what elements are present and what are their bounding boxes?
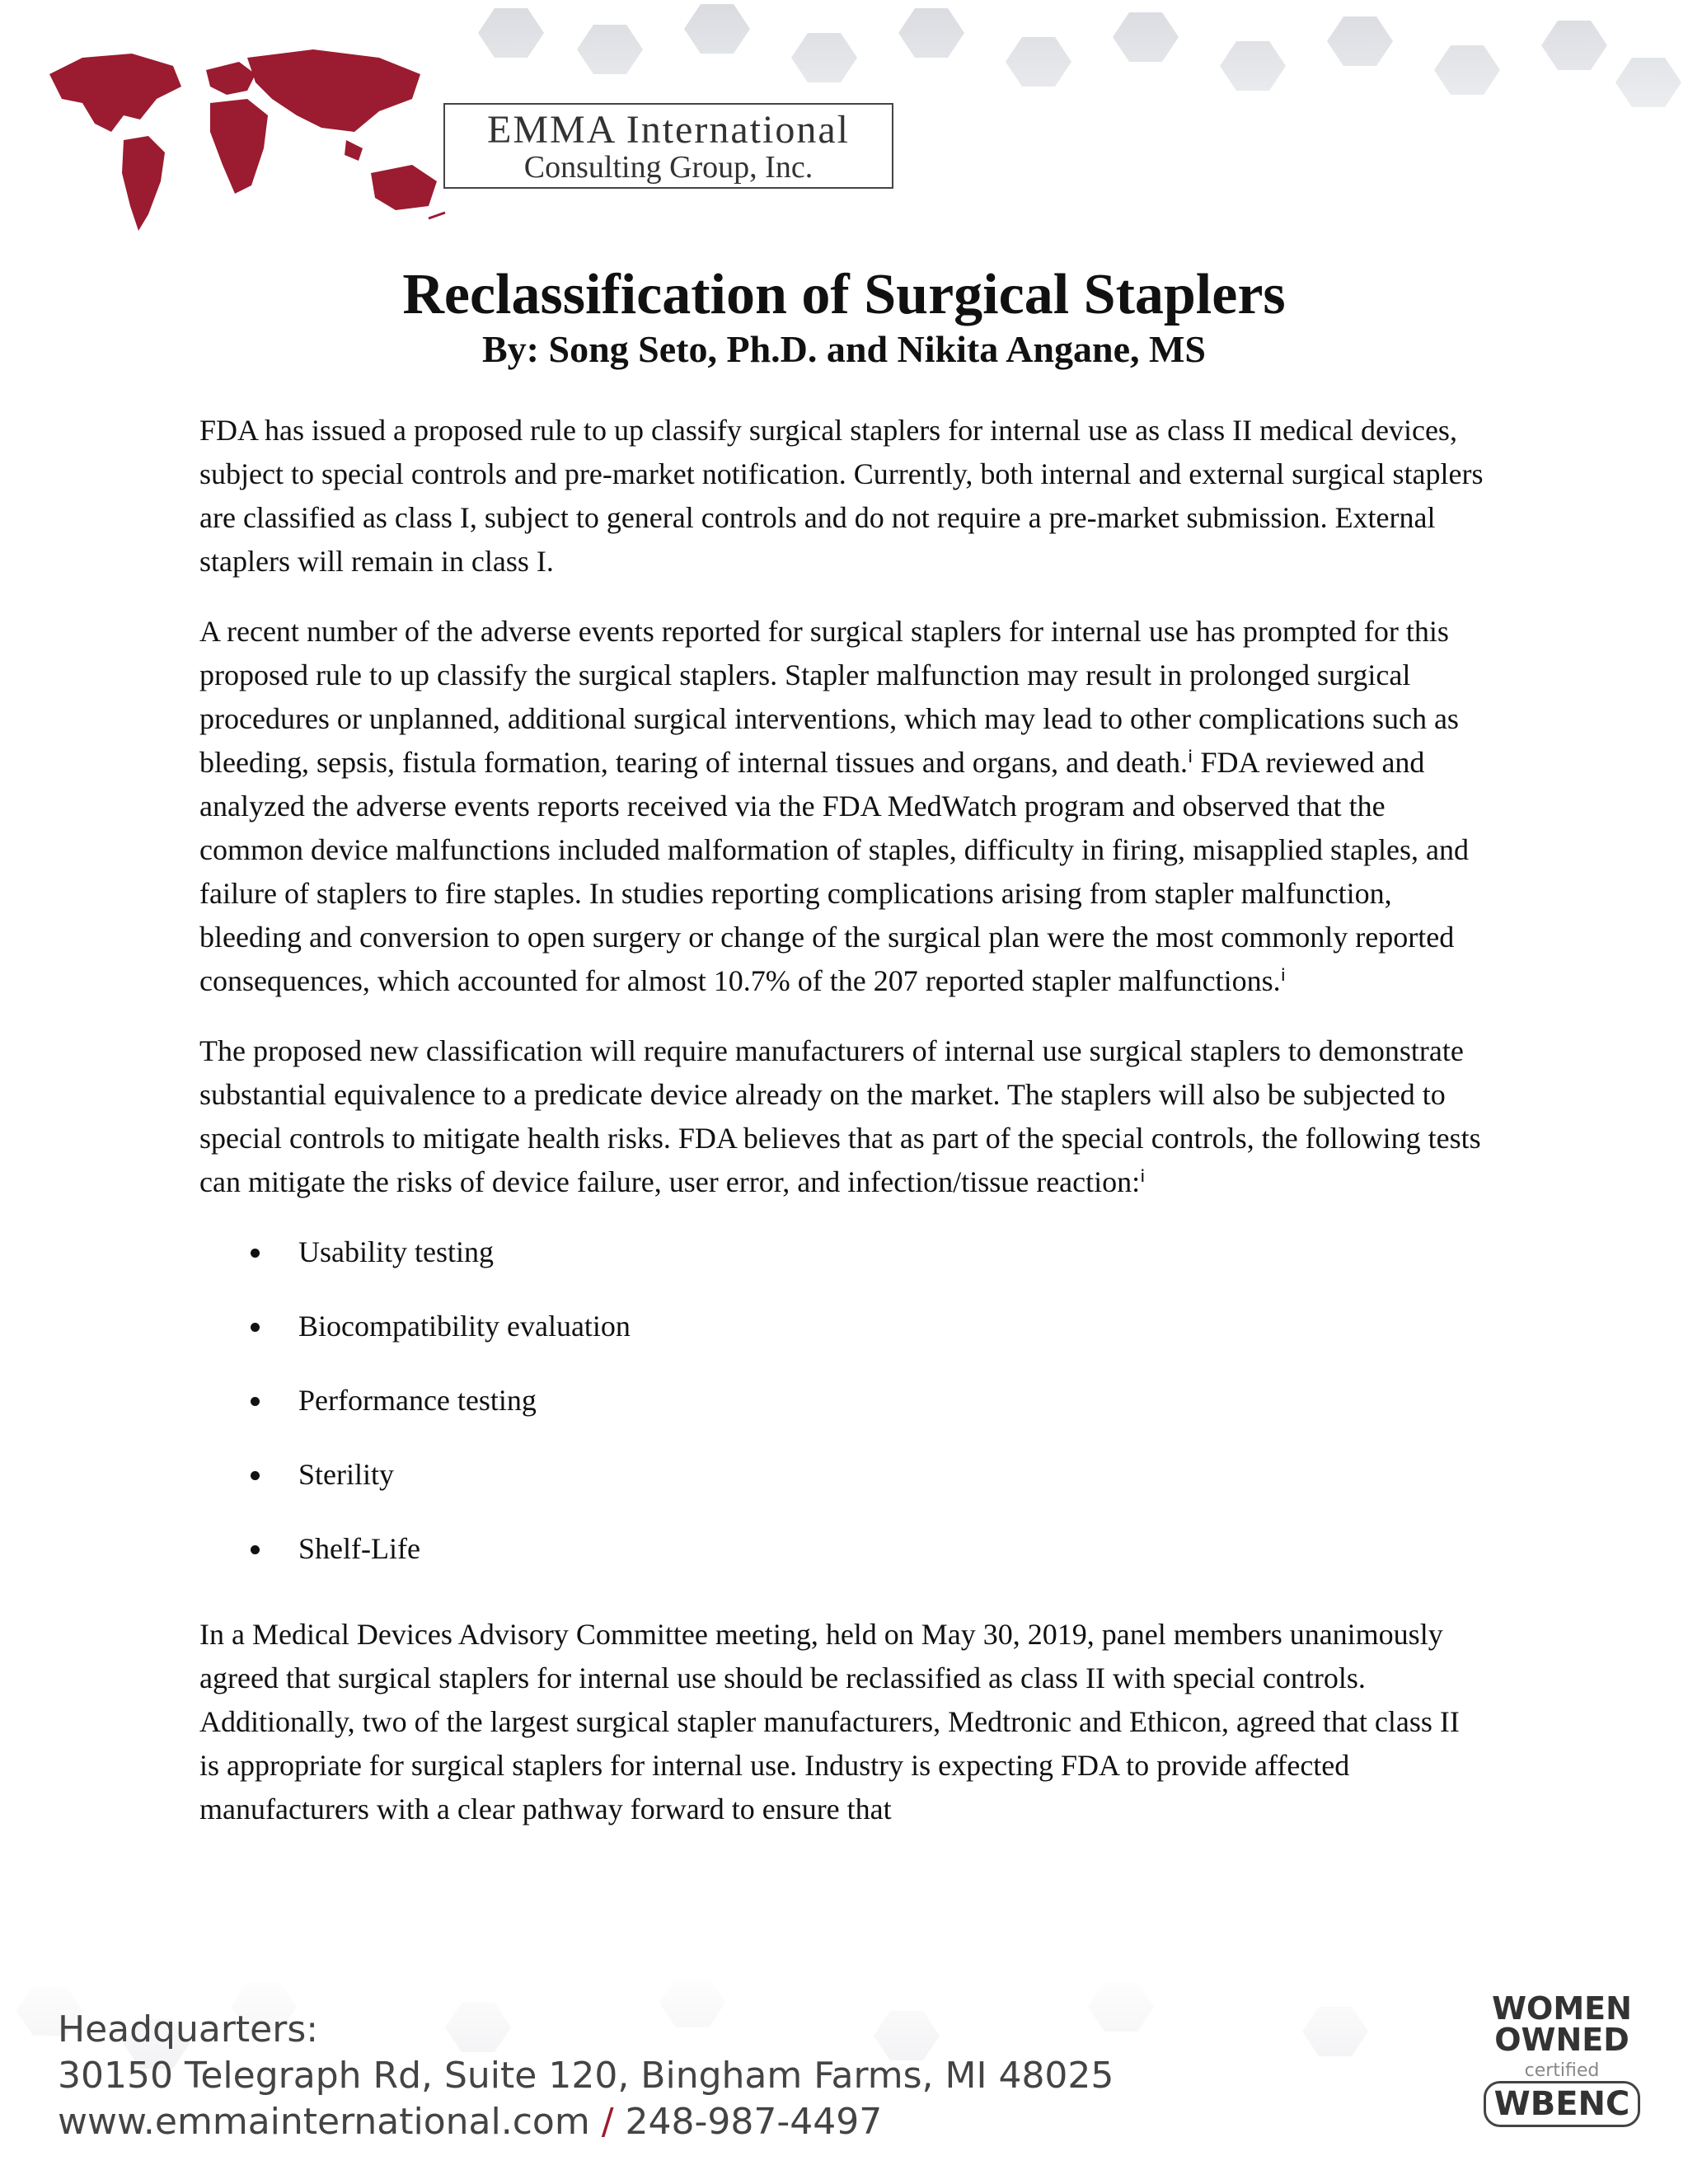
women-owned-badge — [1479, 1990, 1644, 2127]
closing-paragraph: In a Medical Devices Advisory Committee meeting, held on May 30, 2019, panel members unanimously agreed that surgical staplers for internal use should be reclassified as class II with special controls. Additionally, two of the largest surgical stapler manufacturers, Medtronic and Ethicon, agreed that class II is appropriate for surgical staplers for internal use. Industry is expecting FDA to provide affected manufacturers with a clear pathway forward to ensure that — [199, 1618, 1460, 1825]
company-logo-box — [443, 103, 893, 189]
list-item: Usability testing — [199, 1230, 1485, 1305]
bullet-icon — [251, 1323, 260, 1332]
list-item: Biocompatibility evaluation — [199, 1305, 1485, 1379]
footer-address — [58, 2007, 1114, 2145]
paragraph-2: A recent number of the adverse events reported for surgical staplers for internal use has prompted for this proposed rule to up classify the surgical staplers. Stapler malfunction may result in prolonged surgical procedures or unplanned, additional surgical interventions, which may lead to other complications such as bleeding, sepsis, fistula formation, tearing of internal tissues and organs, and death.ⁱ FDA reviewed and analyzed the adverse events reports received via the FDA MedWatch program and observed that the common device malfunctions included malformation of staples, difficulty in firing, misapplied staples, and failure of staplers to fire staples. In studies reporting complications arising from stapler malfunction, bleeding and conversion to open surgery or change of the surgical plan were the most commonly reported consequences, which accounted for almost 10.7% of the 207 reported stapler malfunctions.ⁱ — [199, 615, 1469, 997]
byline: By: Song Seto, Ph.D. and Nikita Angane, MS — [482, 328, 1206, 370]
article-body — [199, 409, 1485, 1858]
address: 30150 Telegraph Rd, Suite 120, Bingham Farms, MI 48025 — [58, 2055, 1114, 2097]
list-item: Performance testing — [199, 1379, 1485, 1453]
hq-label: Headquarters: — [58, 2008, 319, 2050]
page-title: Reclassification of Surgical Staplers — [402, 263, 1286, 326]
badge-certified: certified — [1524, 2060, 1600, 2081]
separator: / — [601, 2101, 614, 2143]
company-name: EMMA International — [487, 108, 850, 152]
list-item: Sterility — [199, 1453, 1485, 1527]
world-map-logo — [33, 41, 462, 239]
badge-line1: WOMEN — [1492, 1990, 1632, 2027]
badge-line2: OWNED — [1494, 2022, 1629, 2058]
test-list — [199, 1230, 1485, 1601]
company-subtitle: Consulting Group, Inc. — [523, 150, 814, 185]
bullet-icon — [251, 1471, 260, 1480]
list-item: Shelf-Life — [199, 1527, 1485, 1601]
bullet-icon — [251, 1397, 260, 1406]
badge-org: WBENC — [1484, 2081, 1641, 2127]
paragraph-1: FDA has issued a proposed rule to up classify surgical staplers for internal use as class II medical devices, subject to special controls and pre-market notification. Currently, both internal and external surgical staplers are classified as class I, subject to general controls and do not require a pre-market submission. External staplers will remain in class I. — [199, 414, 1484, 578]
paragraph-3: The proposed new classification will require manufacturers of internal use surgical staplers to demonstrate substantial equivalence to a predicate device already on the market. The staplers will also be subjected to special controls to mitigate health risks. FDA believes that as part of the special controls, the following tests can mitigate the risks of device failure, user error, and infection/tissue reaction:ⁱ — [199, 1034, 1481, 1198]
website-link[interactable]: www.emmainternational.com — [58, 2101, 590, 2143]
bullet-icon — [251, 1545, 260, 1554]
phone-number: 248-987-4497 — [625, 2101, 883, 2143]
bullet-icon — [251, 1249, 260, 1258]
